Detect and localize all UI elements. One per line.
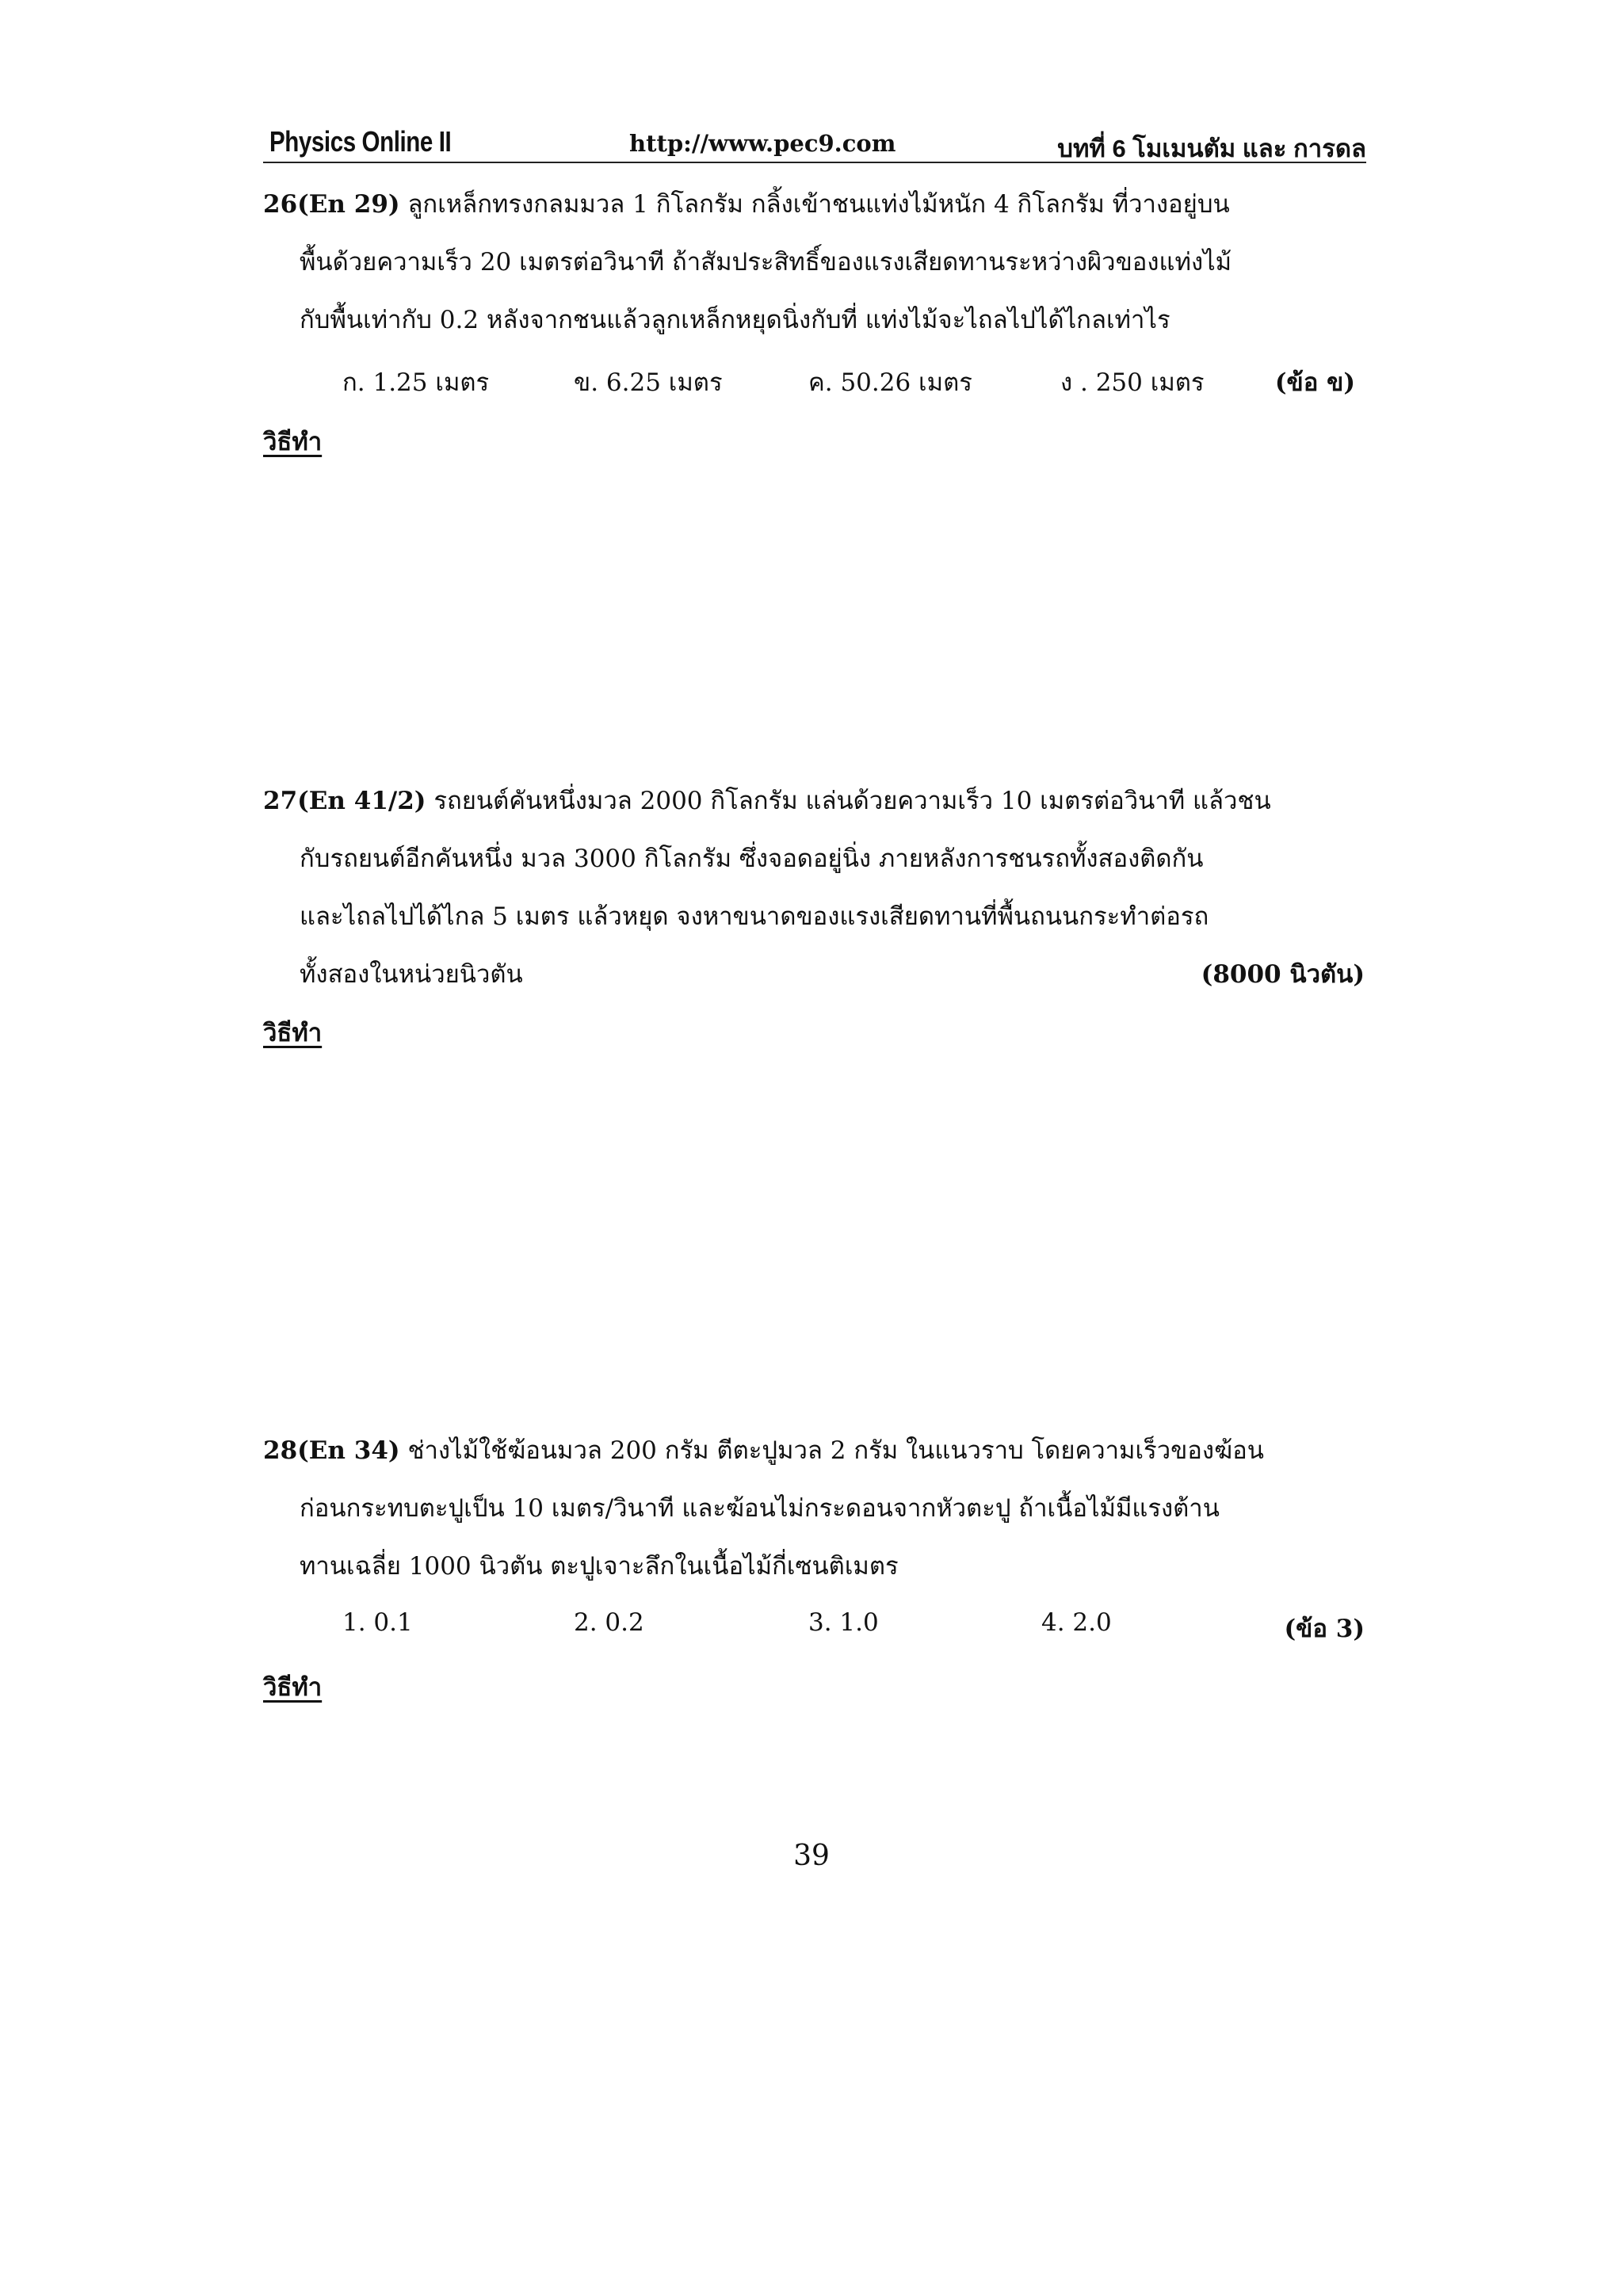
- question-text: ลูกเหล็กทรงกลมมวล 1 กิโลกรัม กลิ้งเข้าชนแท่งไม้หนัก 4 กิโลกรัม ที่วางอยู่บน: [407, 190, 1230, 219]
- solution-label: วิธีทำ: [263, 428, 323, 456]
- question-id: 27(En 41/2): [263, 787, 426, 815]
- header-brand: Physics Online II: [269, 125, 452, 158]
- question-line: [263, 780, 1271, 820]
- question-line: ทานเฉลี่ย 1000 นิวตัน ตะปูเจาะลึกในเนื้อไม้กี่เซนติเมตร: [300, 1552, 899, 1581]
- choice-list: [342, 1608, 1366, 1643]
- question-line: [263, 184, 1230, 223]
- question-line: ก่อนกระทบตะปูเป็น 10 เมตร/วินาที และฆ้อนไม่กระดอนจากหัวตะปู ถ้าเนื้อไม้มีแรงต้าน: [300, 1494, 1220, 1523]
- question-id: 28(En 34): [263, 1436, 400, 1465]
- choice-item: ก. 1.25 เมตร: [342, 368, 490, 397]
- choice-item: 4. 2.0: [1041, 1608, 1112, 1637]
- question-line: [263, 1430, 1264, 1470]
- question-id: 26(En 29): [263, 190, 400, 219]
- choice-item: 3. 1.0: [808, 1608, 879, 1637]
- solution-label: วิธีทำ: [263, 1019, 323, 1047]
- header-url[interactable]: http://www.pec9.com: [629, 130, 896, 157]
- solution-label: วิธีทำ: [263, 1673, 323, 1702]
- answer-key: (ข้อ ข): [1274, 368, 1355, 397]
- answer-key: (ข้อ 3): [1284, 1615, 1365, 1643]
- choice-item: ค. 50.26 เมตร: [808, 368, 972, 397]
- choice-item: 1. 0.1: [342, 1608, 413, 1637]
- answer-key: (8000 นิวตัน): [1201, 960, 1365, 989]
- question-line: ทั้งสองในหน่วยนิวตัน: [300, 960, 523, 989]
- choice-list: [342, 362, 1366, 397]
- question-line: กับรถยนต์อีกคันหนึ่ง มวล 3000 กิโลกรัม ซึ่งจอดอยู่นิ่ง ภายหลังการชนรถทั้งสองติดกัน: [300, 845, 1204, 873]
- page-header: [263, 125, 1366, 165]
- choice-item: ง . 250 เมตร: [1060, 368, 1205, 397]
- header-chapter: บทที่ 6 โมเมนตัม และ การดล: [1057, 135, 1366, 162]
- question-line: พื้นด้วยความเร็ว 20 เมตรต่อวินาที ถ้าสัมประสิทธิ์ของแรงเสียดทานระหว่างผิวของแท่งไม้: [300, 248, 1232, 277]
- choice-item: 2. 0.2: [574, 1608, 644, 1637]
- question-text: รถยนต์คันหนึ่งมวล 2000 กิโลกรัม แล่นด้วยความเร็ว 10 เมตรต่อวินาที แล้วชน: [433, 787, 1271, 815]
- question-line: กับพื้นเท่ากับ 0.2 หลังจากชนแล้วลูกเหล็กหยุดนิ่งกับที่ แท่งไม้จะไถลไปได้ไกลเท่าไร: [300, 306, 1170, 334]
- question-text: ช่างไม้ใช้ฆ้อนมวล 200 กรัม ตีตะปูมวล 2 กรัม ในแนวราบ โดยความเร็วของฆ้อน: [407, 1436, 1264, 1465]
- question-line: และไถลไปได้ไกล 5 เมตร แล้วหยุด จงหาขนาดของแรงเสียดทานที่พื้นถนนกระทำต่อรถ: [300, 902, 1209, 931]
- header-rule: [263, 162, 1366, 163]
- choice-item: ข. 6.25 เมตร: [574, 368, 723, 397]
- page-number: 39: [793, 1840, 830, 1872]
